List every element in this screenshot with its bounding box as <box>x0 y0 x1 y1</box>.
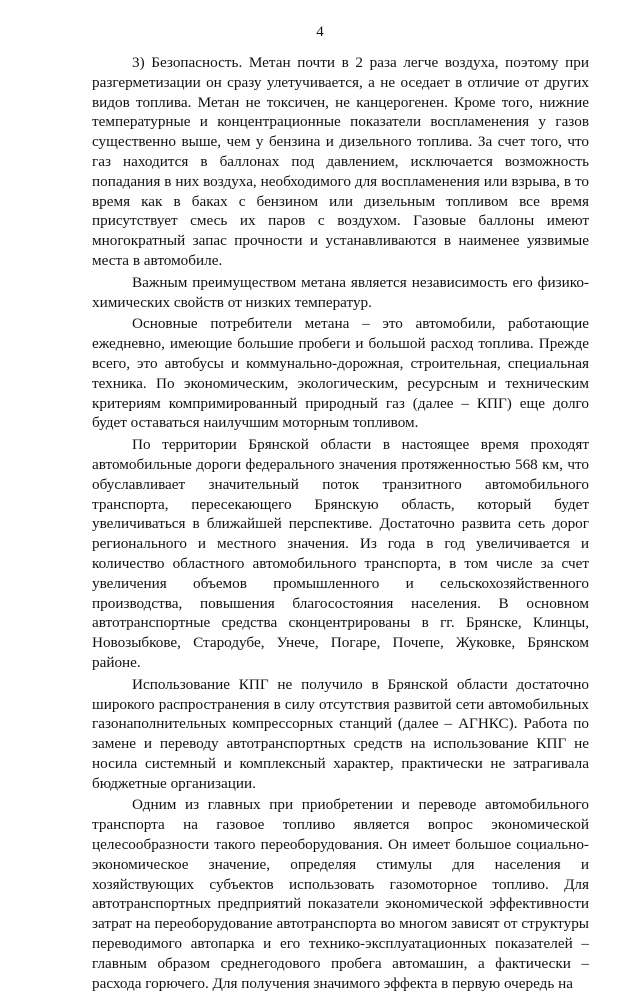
paragraph-bryansk-roads: По территории Брянской области в настоящее время проходят автомобильные дороги федерального значения протяженностью 568 км, что обуславливает значительный поток транзитного автомобильного транспорта, пересекающего Брянскую область, который будет увеличиваться в ближайшей перспективе. Достаточно развита сеть дорог регионального и местного значения. Из года в год увеличивается и количество областного автомобильного транспорта, в том числе за счет увеличения объемов промышленного и сельскохозяйственного производства, повышения благосостояния населения. В основном автотранспортные средства сконцентрированы в гг. Брянске, Клинцы, Новозыбкове, Стародубе, Унече, Погаре, Почепе, Жуковке, Брянском районе. <box>92 436 589 671</box>
document-body <box>92 53 589 995</box>
paragraph-consumers: Основные потребители метана – это автомобили, работающие ежедневно, имеющие большие пробеги и большой расход топлива. Прежде всего, это автобусы и коммунально-дорожная, строительная, специальная техника. По экономическим, экологическим, ресурсным и техническим критериям компримированный природный газ (далее – КПГ) еще долго будет оставаться наилучшим моторным топливом. <box>92 315 589 432</box>
paragraph-safety: 3) Безопасность. Метан почти в 2 раза легче воздуха, поэтому при разгерметизации он сразу улетучивается, а не оседает в отличие от других видов топлива. Метан не токсичен, не канцерогенен. Кроме того, нижние температурные и концентрационные показатели воспламенения у газов существенно выше, чем у бензина и дизельного топлива. За счет того, что газ находится в баллонах под давлением, исключается возможность попадания в них воздуха, необходимого для воспламенения или взрыва, в то время как в баках с бензином или дизельным топливом все время присутствует смесь их паров с воздухом. Газовые баллоны имеют многократный запас прочности и устанавливаются в наименее уязвимые места в автомобиле. <box>92 54 589 269</box>
paragraph-methane-advantage: Важным преимуществом метана является независимость его физико-химических свойств от низких температур. <box>92 273 589 311</box>
page-number: 4 <box>316 24 324 40</box>
paragraph-economic-feasibility: Одним из главных при приобретении и переводе автомобильного транспорта на газовое топливо является вопрос экономической целесообразности такого переоборудования. Он имеет большое социально-экономическое значение, определяя стимулы для населения и хозяйствующих субъектов использовать газомоторное топливо. Для автотранспортных предприятий показатели экономической эффективности затрат на переоборудование автотранспорта во многом зависят от структуры переводимого автопарка и его технико-эксплуатационных показателей – главным образом среднегодового пробега автомашин, а фактически – расхода горючего. Для получения значимого эффекта в первую очередь на <box>92 796 589 992</box>
paragraph-kpg-usage: Использование КПГ не получило в Брянской области достаточно широкого распространения в силу отсутствия развитой сети автомобильных газонаполнительных компрессорных станций (далее – АГНКС). Работа по замене и переводу автотранспортных средств на использование КПГ не носила системный и комплексный характер, практически не затрагивала бюджетные организации. <box>92 675 589 792</box>
